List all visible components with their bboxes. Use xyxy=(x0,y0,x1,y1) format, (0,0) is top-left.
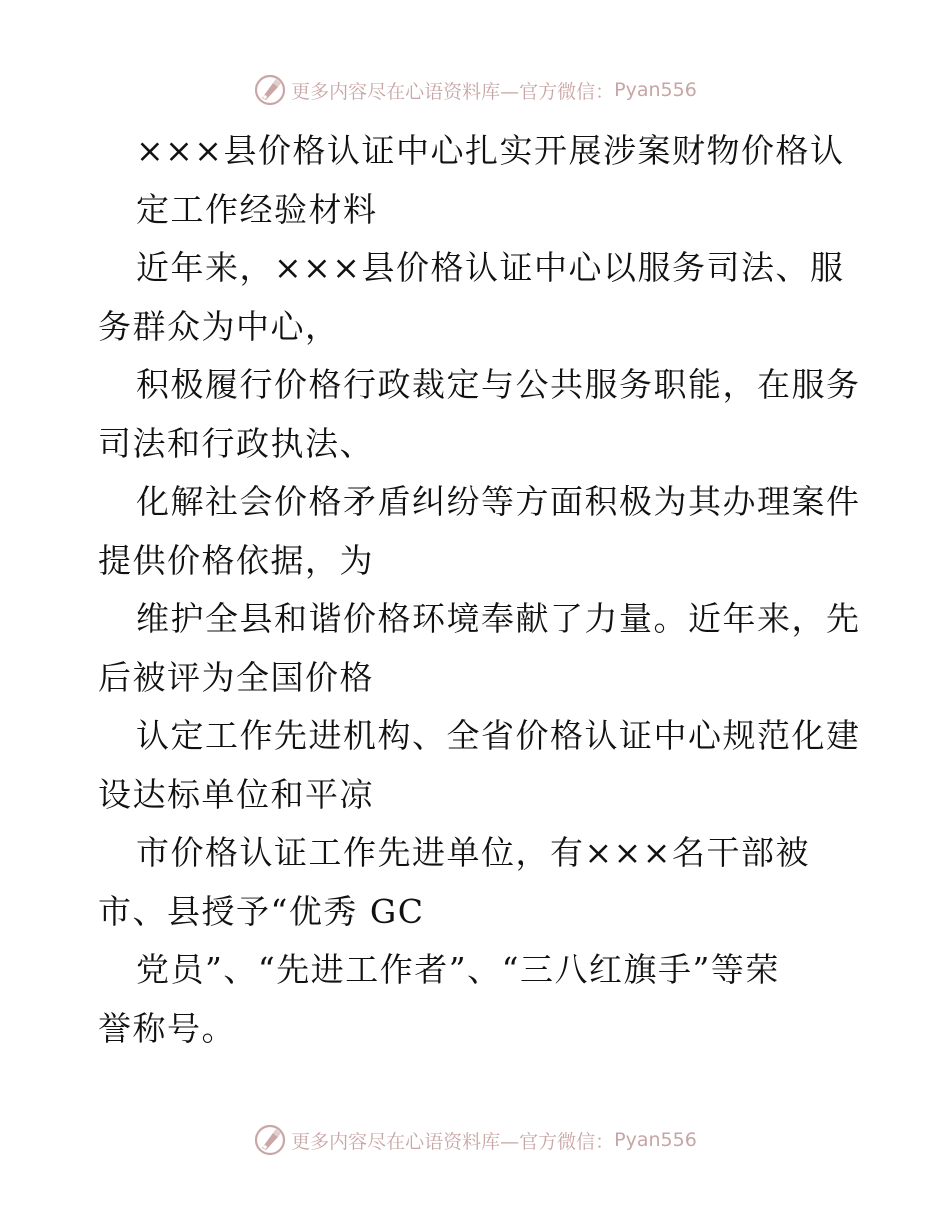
paragraph-line: 党员”、“先进工作者”、“三八红旗手”等荣 xyxy=(136,950,780,989)
banner-text: 更多内容尽在心语资料库—官方微信： xyxy=(291,1130,615,1153)
paragraph-line: 后被评为全国价格 xyxy=(98,657,374,697)
banner-wechat-id: Pyan556 xyxy=(614,79,697,101)
paragraph-line: 化解社会价格矛盾纠纷等方面积极为其办理案件 xyxy=(136,482,861,521)
document-title-line-2: 定工作经验材料 xyxy=(136,189,378,229)
document-title-line-1: ×××县价格认证中心扎实开展涉案财物价格认 xyxy=(136,131,845,170)
paragraph-line: 誉称号。 xyxy=(98,1008,236,1048)
paragraph-line: 务群众为中心， xyxy=(98,306,340,346)
document-body xyxy=(98,122,861,1058)
banner-wechat-id: Pyan556 xyxy=(614,1129,697,1151)
paragraph-line: 维护全县和谐价格环境奉献了力量。近年来，先 xyxy=(136,599,861,638)
paragraph-line: 市价格认证工作先进单位，有×××名干部被 xyxy=(136,833,810,872)
paragraph-line: 近年来，×××县价格认证中心以服务司法、服 xyxy=(136,248,845,287)
paragraph-line: 积极履行价格行政裁定与公共服务职能，在服务 xyxy=(136,365,861,404)
pen-nib-logo-icon xyxy=(253,73,287,107)
header-watermark-banner xyxy=(0,70,950,110)
footer-watermark-banner xyxy=(0,1120,950,1160)
banner-text: 更多内容尽在心语资料库—官方微信： xyxy=(291,80,615,103)
paragraph-line: 市、县授予“优秀 GC xyxy=(98,891,425,931)
paragraph-line: 设达标单位和平凉 xyxy=(98,774,374,814)
pen-nib-logo-icon xyxy=(253,1123,287,1157)
paragraph-line: 司法和行政执法、 xyxy=(98,423,374,463)
paragraph-line: 认定工作先进机构、全省价格认证中心规范化建 xyxy=(136,716,861,755)
paragraph-line: 提供价格依据，为 xyxy=(98,540,374,580)
